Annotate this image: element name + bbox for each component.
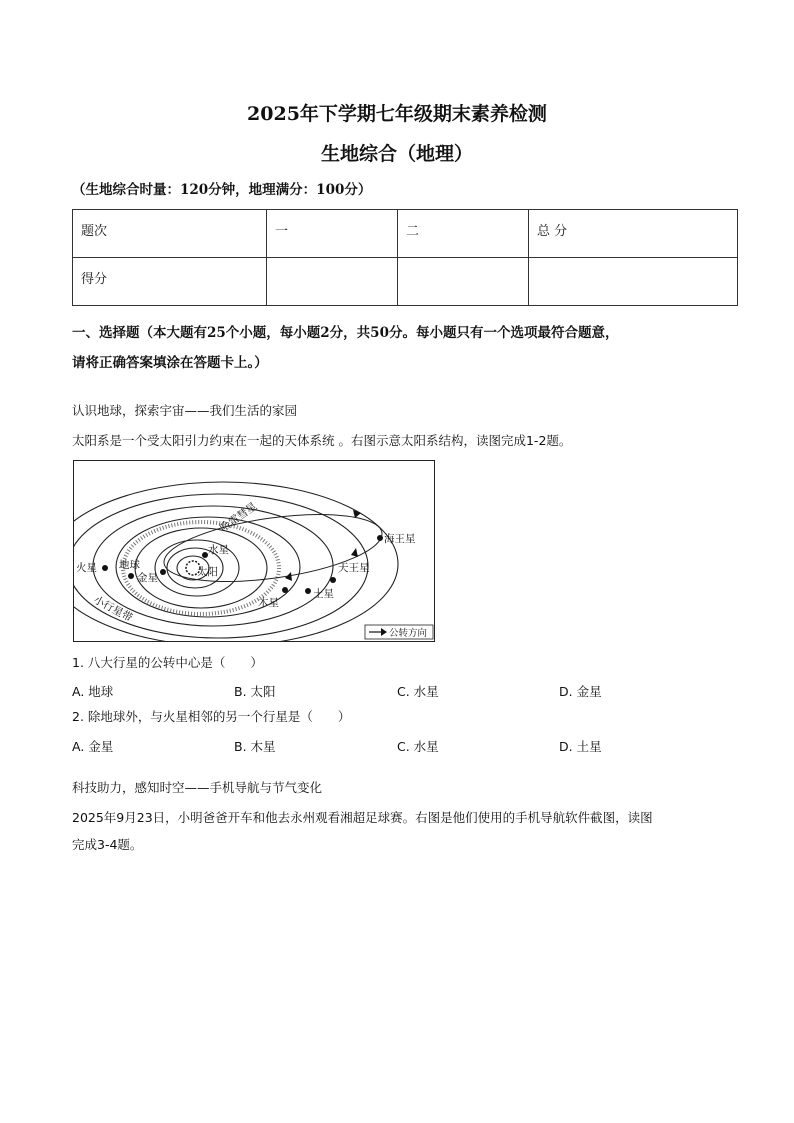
- part2-intro: 2025年9月23日，小明爸爸开车和他去永州观看湘超足球赛。右图是他们使用的手机导航软件截图，读图: [72, 810, 653, 825]
- question-2-option-c: C. 水星: [397, 739, 439, 754]
- question-2-option-a: A. 金星: [72, 739, 114, 754]
- exam-title: 2025年下学期七年级期末素养检测: [247, 103, 547, 125]
- part2-intro-cont: 完成3-4题。: [72, 837, 143, 852]
- exam-info: （生地综合时量：120分钟，地理满分：100分）: [72, 182, 372, 198]
- part2-topic: 科技助力，感知时空——手机导航与节气变化: [72, 780, 323, 795]
- question-1-option-a: A. 地球: [72, 684, 114, 699]
- label-earth: 地球: [119, 559, 140, 571]
- table-cell: [398, 258, 529, 306]
- legend: [365, 625, 433, 639]
- label-sun: 太阳: [197, 566, 218, 578]
- question-2-option-d: D. 土星: [559, 739, 602, 754]
- label-mars: 火星: [76, 562, 97, 574]
- part1-intro: 太阳系是一个受太阳引力约束在一起的天体系统 。右图示意太阳系结构，读图完成1-2题。: [72, 433, 572, 448]
- label-neptune: 海王星: [384, 533, 416, 545]
- question-1-stem: 1. 八大行星的公转中心是（ ）: [72, 655, 263, 670]
- label-mercury: 水星: [208, 544, 229, 556]
- label-venus: 金星: [137, 572, 158, 584]
- table-cell: 得分: [73, 258, 267, 306]
- question-1-option-d: D. 金星: [559, 684, 602, 699]
- question-2-stem: 2. 除地球外，与火星相邻的另一个行星是（ ）: [72, 709, 351, 724]
- question-1-option-b: B. 太阳: [234, 684, 276, 699]
- table-cell: 总 分: [529, 210, 738, 258]
- section-heading-cont: 请将正确答案填涂在答题卡上。）: [72, 355, 268, 371]
- legend-label: 公转方向: [389, 628, 428, 639]
- label-asteroid-belt: 小行星带: [91, 594, 135, 625]
- part1-topic: 认识地球，探索宇宙——我们生活的家园: [72, 403, 298, 418]
- table-cell: 题次: [73, 210, 267, 258]
- table-cell: [529, 258, 738, 306]
- label-uranus: 天王星: [338, 562, 370, 574]
- table-row: [73, 210, 738, 258]
- table-cell: 一: [267, 210, 398, 258]
- question-1-option-c: C. 水星: [397, 684, 439, 699]
- label-jupiter: 木星: [258, 597, 279, 609]
- question-2-option-b: B. 木星: [234, 739, 276, 754]
- table-row: [73, 258, 738, 306]
- label-comet: 哈雷彗星: [217, 500, 260, 535]
- score-table: [72, 209, 738, 306]
- label-saturn: 土星: [313, 588, 334, 600]
- solar-system-diagram: [73, 460, 435, 642]
- table-cell: [267, 258, 398, 306]
- section-heading: 一、选择题（本大题有25个小题，每小题2分，共50分。每小题只有一个选项最符合题意，: [72, 325, 619, 341]
- exam-subtitle: 生地综合（地理）: [320, 143, 473, 165]
- table-cell: 二: [398, 210, 529, 258]
